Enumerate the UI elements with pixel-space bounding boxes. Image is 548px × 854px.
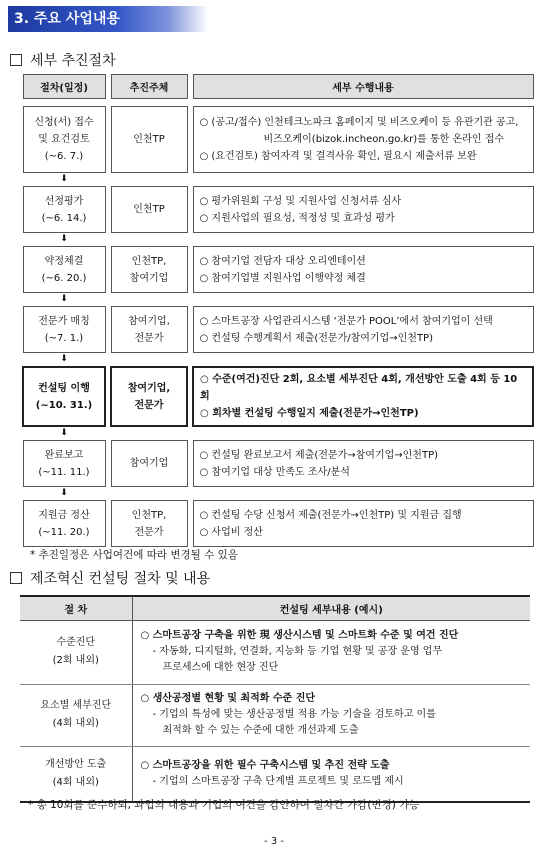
down-arrow-icon: ⬇: [60, 488, 68, 498]
procedure-row-highlighted: [23, 367, 533, 426]
down-arrow-icon: ⬇: [60, 294, 68, 304]
step-cell: 약정체결 (~6. 20.): [23, 247, 105, 293]
header-detail: 세부 수행내용: [193, 75, 533, 99]
procedure-header-row: [23, 75, 533, 99]
detail-cell: ○ (공고/접수) 인천테크노파크 홈페이지 및 비즈오케이 등 유관기관 공고, 비즈오케이(bizok.incheon.go.kr)를 통한 온라인 접수 ○ (요건검토) 참여자격 및 결격사유 확인, 필요시 제출서류 보완: [193, 107, 533, 173]
header-actor: 추진주체: [111, 75, 187, 99]
detail-cell: ○ 참여기업 전담자 대상 오리엔테이션 ○ 참여기업별 지원사업 이행약정 체결: [193, 247, 533, 293]
procedure-row: [23, 441, 533, 487]
actor-cell: 인천TP, 참여기업: [111, 247, 187, 293]
actor-cell: 참여기업, 전문가: [111, 367, 187, 426]
page-number: - 3 -: [264, 836, 284, 847]
procedure-row: [23, 187, 533, 233]
consulting-row: [20, 684, 530, 746]
checkbox-square-icon: [10, 572, 22, 584]
detail-cell: ○ 컨설팅 완료보고서 제출(전문가→참여기업→인천TP) ○ 참여기업 대상 만족도 조사/분석: [193, 441, 533, 487]
detail-cell: ○ 평가위원회 구성 및 지원사업 신청서류 심사 ○ 지원사업의 필요성, 적정성 및 효과성 평가: [193, 187, 533, 233]
header-procedure: 절 차: [20, 596, 132, 620]
section-heading-consulting: [10, 568, 210, 588]
down-arrow-icon: ⬇: [60, 428, 68, 438]
content-cell: ○ 생산공정별 현황 및 최적화 수준 진단 - 기업의 특성에 맞는 생산공정별 적용 가능 기술을 검토하고 이를 최적화 할 수 있는 수준에 대한 개선과제 도출: [132, 684, 530, 746]
down-arrow-icon: ⬇: [60, 174, 68, 184]
procedure-cell: 수준진단 (2회 내외): [20, 620, 132, 684]
procedure-cell: 개선방안 도출 (4회 내외): [20, 746, 132, 802]
procedure-table: [22, 74, 534, 547]
step-cell: 지원금 정산 (~11. 20.): [23, 501, 105, 547]
detail-cell: ○ 스마트공장 사업관리시스템 ‘전문가 POOL’에서 참여기업이 선택 ○ 컨설팅 수행계획서 제출(전문가/참여기업→인천TP): [193, 307, 533, 353]
content-cell: ○ 스마트공장을 위한 필수 구축시스템 및 추진 전략 도출 - 기업의 스마트공장 구축 단계별 프로젝트 및 로드맵 제시: [140, 759, 404, 787]
consulting-row: [20, 620, 530, 684]
consulting-row: [20, 746, 530, 802]
detail-cell: ○ 컨설팅 수당 신청서 제출(전문가→인천TP) 및 지원금 집행 ○ 사업비 정산: [193, 501, 533, 547]
section-title: 세부 추진절차: [30, 53, 116, 69]
actor-cell: 인천TP, 전문가: [111, 501, 187, 547]
consulting-table: [20, 595, 530, 803]
header-content: 컨설팅 세부내용 (예시): [132, 596, 530, 620]
procedure-cell: 요소별 세부진단 (4회 내외): [20, 684, 132, 746]
procedure-row: [23, 107, 533, 173]
step-cell: 전문가 매칭 (~7. 1.): [23, 307, 105, 353]
step-cell: 컨설팅 이행 (~10. 31.): [23, 367, 105, 426]
checkbox-square-icon: [10, 54, 22, 66]
consulting-header-row: [20, 596, 530, 620]
procedure-row: [23, 247, 533, 293]
down-arrow-icon: ⬇: [60, 354, 68, 364]
actor-cell: 인천TP: [111, 107, 187, 173]
content-cell: ○ 스마트공장 구축을 위한 現 생산시스템 및 스마트화 수준 및 여건 진단 - 자동화, 디지털화, 연결화, 지능화 등 기업 현황 및 공장 운영 업무 프로세스에 대한 현장 진단: [132, 620, 530, 684]
procedure-row: [23, 307, 533, 353]
actor-cell: 인천TP: [111, 187, 187, 233]
section-banner: 3. 주요 사업내용: [8, 6, 208, 32]
step-cell: 선정평가 (~6. 14.): [23, 187, 105, 233]
step-cell: 완료보고 (~11. 11.): [23, 441, 105, 487]
down-arrow-icon: ⬇: [60, 234, 68, 244]
actor-cell: 참여기업: [111, 441, 187, 487]
section-title: 제조혁신 컨설팅 절차 및 내용: [30, 571, 211, 587]
header-step: 절차(일정): [23, 75, 105, 99]
section-heading-procedure: [10, 50, 116, 70]
consulting-note: * 총 10회를 준수하되, 과업의 내용과 기업의 여건을 감안하여 절차간 가감(변경) 가능: [28, 799, 420, 811]
actor-cell: 참여기업, 전문가: [111, 307, 187, 353]
procedure-row: [23, 501, 533, 547]
schedule-note: * 추진일정은 사업여건에 따라 변경될 수 있음: [30, 549, 238, 561]
step-cell: 신청(서) 접수 및 요건검토 (~6. 7.): [23, 107, 105, 173]
detail-cell: ○ 수준(여건)진단 2회, 요소별 세부진단 4회, 개선방안 도출 4회 등 10회 ○ 회차별 컨설팅 수행일지 제출(전문가→인천TP): [193, 367, 533, 426]
